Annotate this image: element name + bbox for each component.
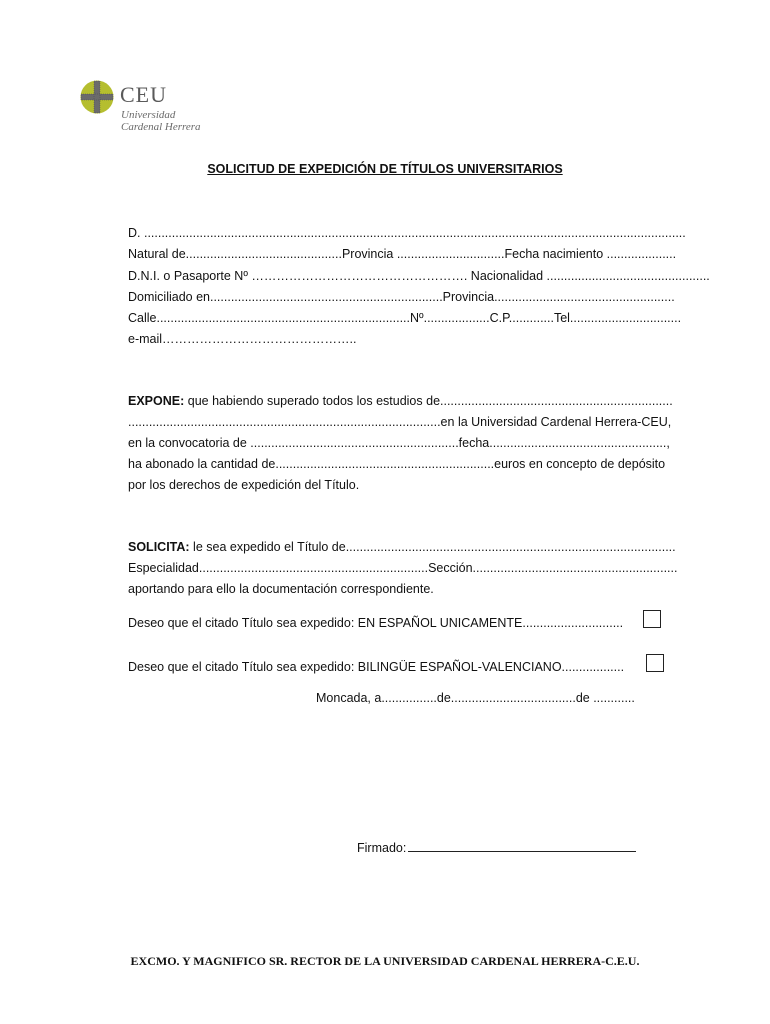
- expone-line-2[interactable]: ..........................................................................................en la Universidad Cardenal Herrera-CEU,: [128, 415, 672, 429]
- option-espanol-label: Deseo que el citado Título sea expedido: EN ESPAÑOL UNICAMENTE.............................: [128, 616, 624, 630]
- page-title: [0, 162, 770, 176]
- expone-line-3[interactable]: en la convocatoria de ............................................................fecha...................................................,: [128, 436, 670, 450]
- field-birth-details[interactable]: Natural de.............................................Provincia ...............................Fecha nacimiento ....................: [128, 247, 677, 261]
- ceu-crest-icon: [80, 80, 114, 114]
- signature-line[interactable]: [408, 839, 636, 852]
- university-logo: [80, 78, 220, 133]
- solicita-line-3: aportando para ello la documentación correspondiente.: [128, 582, 434, 596]
- expone-text-1: que habiendo superado todos los estudios de...................................................................: [184, 394, 673, 408]
- solicita-line-2[interactable]: Especialidad..................................................................Sección...........................................................: [128, 561, 678, 575]
- solicita-text-1: le sea expedido el Título de...............................................................................................: [189, 540, 676, 554]
- signature-label: Firmado:: [357, 841, 407, 855]
- logo-subtitle-2: Cardenal Herrera: [121, 121, 201, 133]
- expone-line-1[interactable]: [128, 394, 673, 408]
- expone-line-5: por los derechos de expedición del Título.: [128, 478, 360, 492]
- expone-label: EXPONE:: [128, 394, 185, 408]
- page-title-text: SOLICITUD DE EXPEDICIÓN DE TÍTULOS UNIVERSITARIOS: [207, 162, 563, 176]
- solicita-label: SOLICITA:: [128, 540, 190, 554]
- option-bilingue-checkbox[interactable]: [646, 654, 664, 672]
- solicita-line-1[interactable]: [128, 540, 676, 554]
- expone-line-4[interactable]: ha abonado la cantidad de...............................................................euros en concepto de depósito: [128, 457, 666, 471]
- logo-subtitle-1: Universidad: [121, 109, 176, 121]
- field-name[interactable]: D. ............................................................................................................................................................: [128, 226, 686, 240]
- option-bilingue-label: Deseo que el citado Título sea expedido: BILINGÜE ESPAÑOL-VALENCIANO..................: [128, 660, 625, 674]
- field-residence[interactable]: Domiciliado en...................................................................Provincia....................................................: [128, 290, 675, 304]
- field-address[interactable]: Calle.........................................................................Nº...................C.P.............Tel................................: [128, 311, 682, 325]
- signature-field[interactable]: [357, 839, 636, 855]
- option-espanol-checkbox[interactable]: [643, 610, 661, 628]
- field-email[interactable]: e-mail………………………………………..: [128, 332, 357, 346]
- field-id-nationality[interactable]: D.N.I. o Pasaporte Nº ……………………………………………. Nacionalidad ...............................................: [128, 269, 710, 283]
- logo-name: CEU: [120, 82, 167, 107]
- place-date-field[interactable]: Moncada, a................de....................................de ............: [316, 691, 635, 705]
- addressee-footer: EXCMO. Y MAGNIFICO SR. RECTOR DE LA UNIVERSIDAD CARDENAL HERRERA-C.E.U.: [130, 954, 640, 968]
